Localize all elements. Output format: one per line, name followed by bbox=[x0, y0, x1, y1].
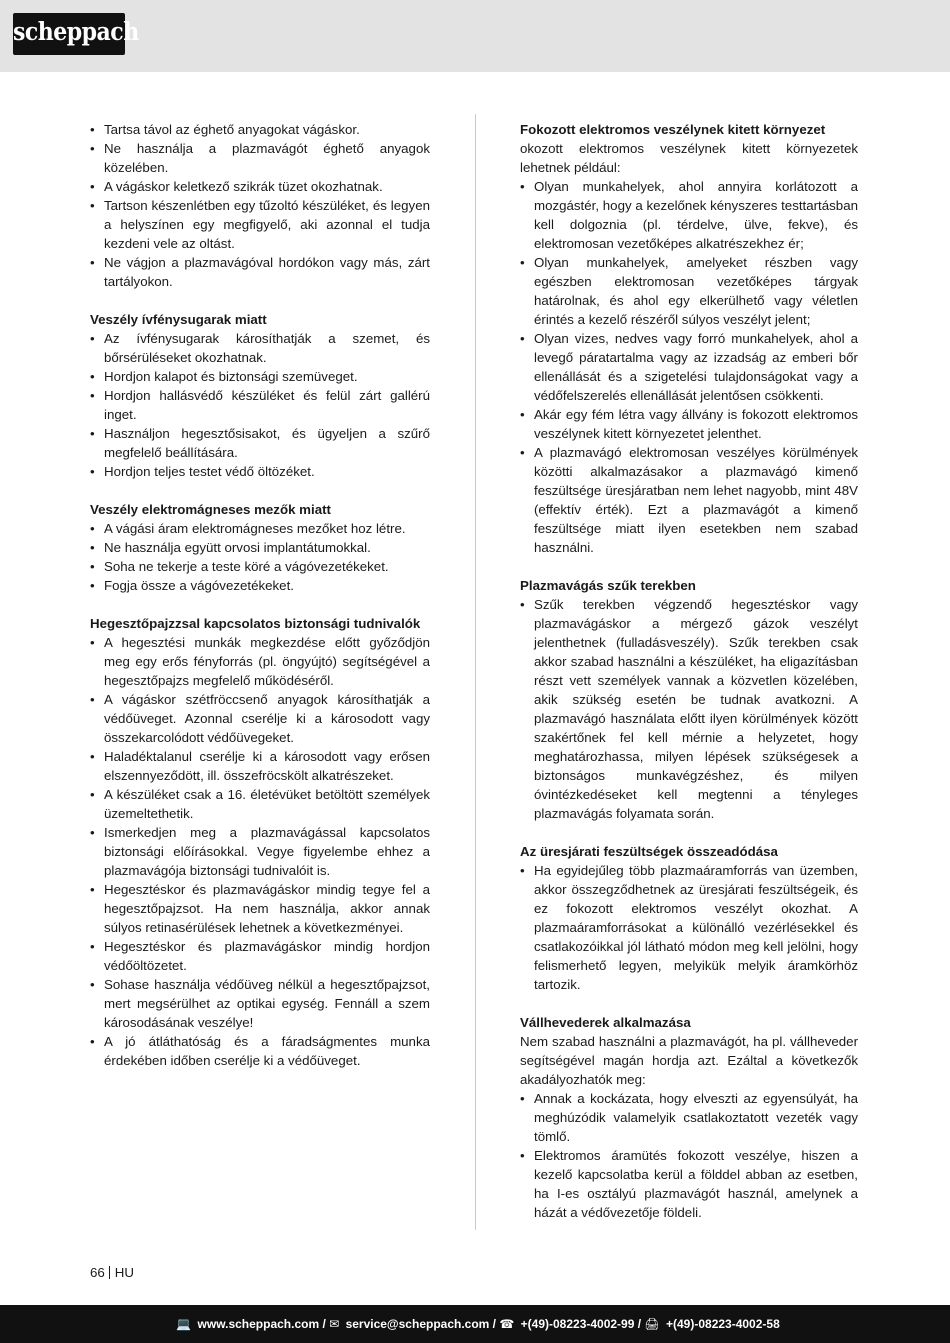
footer-bar bbox=[0, 1305, 950, 1343]
list-item: • Ismerkedjen meg a plazmavágással kapcsolatos biztonsági előírásokkal. Vegye figyelembe ehhez a plazmavágója biztonsági tudnivalóit is. bbox=[90, 823, 430, 880]
list-item: • A hegesztési munkák megkezdése előtt győződjön meg egy erős fényforrás (pl. öngyújtó) segítségével a hegesztőpajzs megfelelő működéséről. bbox=[90, 633, 430, 690]
em-list bbox=[90, 519, 430, 595]
fax-icon: 🖨 bbox=[644, 1317, 660, 1331]
right-column bbox=[520, 120, 858, 1222]
phone-icon: ☎ bbox=[499, 1317, 515, 1331]
list-item: • Az ívfénysugarak károsíthatják a szemet, és bőrsérüléseket okozhatnak. bbox=[90, 329, 430, 367]
narrow-list bbox=[520, 595, 858, 823]
strap-list bbox=[520, 1089, 858, 1222]
section-title-narrow: Plazmavágás szűk terekben bbox=[520, 578, 696, 593]
footer-web[interactable]: www.scheppach.com / bbox=[197, 1317, 326, 1331]
strap-intro: Nem szabad használni a plazmavágót, ha pl. vállheveder segítségével magán hordja azt. Ezáltal a következők akadályozhatók meg: bbox=[520, 1034, 858, 1087]
list-item: • Tartsa távol az éghető anyagokat vágáskor. bbox=[90, 120, 430, 139]
list-item: • Ha egyidejűleg több plazmaáramforrás van üzemben, akkor összegződhetnek az üresjárati feszültségeik, és ez fokozott elektromos veszélyt okozhat. A plazmaáramforrásokat a különálló vezérlésekkel és csatlakozóikkal jól látható módon meg kell jelölni, hogy felismerhető legyen, melyikük melyik áramkörhöz tartozik. bbox=[520, 861, 858, 994]
list-item: • Olyan vizes, nedves vagy forró munkahelyek, ahol a levegő páratartalma vagy az izzadság az emberi bőr ellenállását és a szigetelési tulajdonságokat vagy a védőfelszerelés ellenállását jelentősen csökkenti. bbox=[520, 329, 858, 405]
env-list bbox=[520, 177, 858, 557]
left-column bbox=[90, 120, 430, 1070]
list-item: • Akár egy fém létra vagy állvány is fokozott elektromos veszélynek kitett környezetet jelenthet. bbox=[520, 405, 858, 443]
env-intro: okozott elektromos veszélynek kitett környezetek lehetnek például: bbox=[520, 141, 858, 175]
list-item: • A plazmavágó elektromosan veszélyes körülmények közötti alkalmazásakor a plazmavágó kimenő feszültsége üresjáratban nem lehet nagyobb, mint 48V (effektív érték). Ezt a plazmavágót a kimenő feszültsége miatt ilyen esetekben nem szabad használni. bbox=[520, 443, 858, 557]
list-item: • Szűk terekben végzendő hegesztéskor vagy plazmavágáskor a mérgező gázok veszélyt jelenthetnek (fulladásveszély). Szűk terekben csak akkor szabad használni a készüléket, ha eligazításban részt vett személyek vannak a közvetlen közelében, akik szükség esetén be tudnak avatkozni. A plazmavágó használata előtt ilyen körülmények között szakértőnek fel kell mérnie a helyzetet, hogy meghatározhassa, milyen lépések szükségesek a biztonságos munkavégzéshez, és milyen óvintézkedéseket kell megtenni a tényleges plazmavágás folyamata során. bbox=[520, 595, 858, 823]
list-item: • A vágási áram elektromágneses mezőket hoz létre. bbox=[90, 519, 430, 538]
list-item: • Ne használja a plazmavágót éghető anyagok közelében. bbox=[90, 139, 430, 177]
page-number-value: 66 bbox=[90, 1265, 105, 1280]
list-item: • A vágáskor szétfröccsenő anyagok károsíthatják a védőüveget. Azonnal cserélje ki a károsodott vagy összekarcolódott védőüvegeket. bbox=[90, 690, 430, 747]
list-item: • Soha ne tekerje a teste köré a vágóvezetékeket. bbox=[90, 557, 430, 576]
section-title-voltage: Az üresjárati feszültségek összeadódása bbox=[520, 844, 778, 859]
section-title-env: Fokozott elektromos veszélynek kitett környezet bbox=[520, 122, 826, 137]
arc-list bbox=[90, 329, 430, 481]
section-title-strap: Vállhevederek alkalmazása bbox=[520, 1015, 691, 1030]
list-item: • Olyan munkahelyek, amelyeket részben vagy egészben elektromosan vezetőképes tárgyak határolnak, és ahol egy elkerülhető vagy véletlen érintés a kezelő részéről súlyos veszélyt jelent; bbox=[520, 253, 858, 329]
logo-text: scheppach bbox=[13, 17, 139, 47]
list-item: • Olyan munkahelyek, ahol annyira korlátozott a mozgástér, hogy a kezelőnek kényszeres testtartásban kell dolgoznia (pl. térdelve, ülve, fekve), és elektromosan vezetőképes alkatrészekhez ér; bbox=[520, 177, 858, 253]
list-item: • Használjon hegesztősisakot, és ügyeljen a szűrő megfelelő beállítására. bbox=[90, 424, 430, 462]
list-item: • Sohase használja védőüveg nélkül a hegesztőpajzsot, mert megsérülhet az optikai egység. Fennáll a szem károsodásának veszélye! bbox=[90, 975, 430, 1032]
list-item: • A vágáskor keletkező szikrák tüzet okozhatnak. bbox=[90, 177, 430, 196]
page-separator bbox=[109, 1266, 110, 1279]
column-divider bbox=[475, 114, 476, 1230]
list-item: • Tartson készenlétben egy tűzoltó készüléket, és legyen a helyszínen egy megfigyelő, aki azonnal el tudja kezdeni vele az oltást. bbox=[90, 196, 430, 253]
list-item: • Hordjon hallásvédő készüléket és felül zárt gallérú inget. bbox=[90, 386, 430, 424]
scheppach-logo bbox=[13, 13, 139, 55]
voltage-list bbox=[520, 861, 858, 994]
list-item: • Hordjon teljes testet védő öltözéket. bbox=[90, 462, 430, 481]
section-title-arc: Veszély ívfénysugarak miatt bbox=[90, 312, 267, 327]
section-title-shield: Hegesztőpajzzsal kapcsolatos biztonsági tudnivalók bbox=[90, 616, 421, 631]
footer-phone[interactable]: +(49)-08223-4002-99 / bbox=[520, 1317, 642, 1331]
list-item: • Annak a kockázata, hogy elveszti az egyensúlyát, ha meghúzódik valamelyik csatlakoztatott vezeték vagy tömlő. bbox=[520, 1089, 858, 1146]
footer-email[interactable]: service@scheppach.com / bbox=[345, 1317, 497, 1331]
email-icon: ✉ bbox=[329, 1317, 340, 1331]
intro-list bbox=[90, 120, 430, 291]
page-number bbox=[90, 1265, 134, 1280]
list-item: • Ne használja együtt orvosi implantátumokkal. bbox=[90, 538, 430, 557]
page-language: HU bbox=[114, 1265, 135, 1280]
list-item: • Hegesztéskor és plazmavágáskor mindig hordjon védőöltözetet. bbox=[90, 937, 430, 975]
list-item: • Hordjon kalapot és biztonsági szemüveget. bbox=[90, 367, 430, 386]
list-item: • Hegesztéskor és plazmavágáskor mindig tegye fel a hegesztőpajzsot. Ha nem használja, akkor annak súlyos retinasérülések lehetnek a következményei. bbox=[90, 880, 430, 937]
computer-icon: 💻 bbox=[176, 1317, 192, 1331]
list-item: • Fogja össze a vágóvezetékeket. bbox=[90, 576, 430, 595]
list-item: • A jó átláthatóság és a fáradságmentes munka érdekében időben cserélje ki a védőüveget. bbox=[90, 1032, 430, 1070]
header-bar bbox=[0, 0, 950, 72]
list-item: • Ne vágjon a plazmavágóval hordókon vagy más, zárt tartályokon. bbox=[90, 253, 430, 291]
list-item: • Elektromos áramütés fokozott veszélye, hiszen a kezelő kapcsolatba kerül a földdel abban az esetben, ha I-es osztályú plazmavágót használ, amelynek a házát a védővezetője földeli. bbox=[520, 1146, 858, 1222]
section-title-em: Veszély elektromágneses mezők miatt bbox=[90, 502, 331, 517]
list-item: • Haladéktalanul cserélje ki a károsodott vagy erősen elszennyeződött, ill. összefröcskölt alkatrészeket. bbox=[90, 747, 430, 785]
list-item: • A készüléket csak a 16. életévüket betöltött személyek üzemeltethetik. bbox=[90, 785, 430, 823]
shield-list bbox=[90, 633, 430, 1070]
footer-fax[interactable]: +(49)-08223-4002-58 bbox=[666, 1317, 780, 1331]
